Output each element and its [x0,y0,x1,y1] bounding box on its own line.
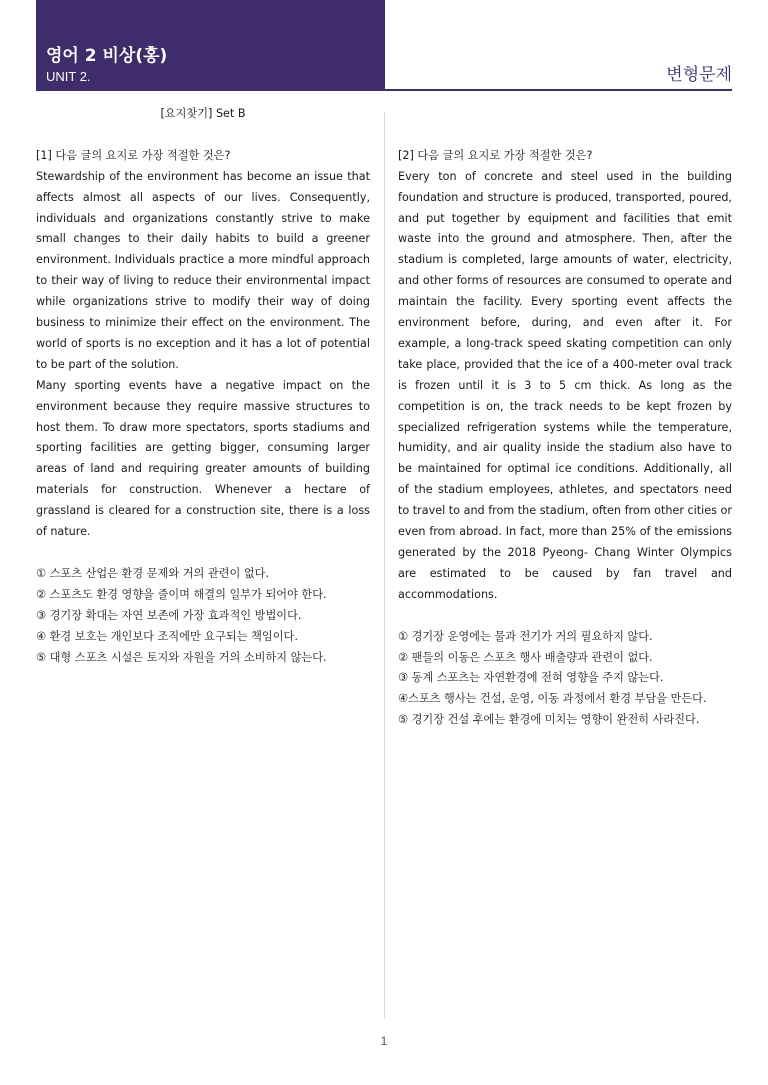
unit-label: UNIT 2. [46,69,91,84]
choice-item[interactable]: ② 스포츠도 환경 영향을 줄이며 해결의 일부가 되어야 한다. [36,587,327,601]
page-number: 1 [380,1034,388,1048]
choice-item[interactable]: ② 팬들의 이동은 스포츠 행사 배출량과 관련이 없다. [398,650,653,664]
header-divider [385,89,732,91]
column-spacer [398,104,732,146]
choice-item[interactable]: ① 스포츠 산업은 환경 문제와 거의 관련이 없다. [36,566,270,580]
column-divider [384,112,385,1019]
choice-item[interactable]: ④스포츠 행사는 건설, 운영, 이동 과정에서 환경 부담을 만든다. [398,692,707,706]
question-1-choices [36,564,370,669]
right-column [398,104,732,731]
category-tag: 변형문제 [666,65,732,85]
question-2-title: [2] 다음 글의 요지로 가장 적절한 것은? [398,148,593,162]
choice-item[interactable]: ⑤ 대형 스포츠 시설은 토지와 자원을 거의 소비하지 않는다. [36,650,327,664]
choice-item[interactable]: ① 경기장 운영에는 물과 전기가 거의 필요하지 않다. [398,629,653,643]
question-2-choices [398,627,732,732]
question-1-title: [1] 다음 글의 요지로 가장 적절한 것은? [36,148,231,162]
question-1-passage-paragraph-2: Many sporting events have a negative impact on the environment because they require massive structures to host them. To draw more spectators, sports stadiums and sporting facilities are getting bigger, consuming larger areas of land and requiring greater amounts of building materials for construction. Whenever a hectare of grassland is cleared for a construction site, there is a loss of nature. [36,378,370,539]
choice-item[interactable]: ③ 동계 스포츠는 자연환경에 전혀 영향을 주지 않는다. [398,671,664,685]
header-banner [36,0,385,91]
question-1-passage: Stewardship of the environment has become an issue that affects almost all aspects of our lives. Consequently, individuals and organizations constantly strive to make small changes to their daily habits to build a greener environment. Individuals practice a more mindful approach to their way of living to reduce their environmental impact while organizations strive to modify their way of doing business to minimize their effect on the environment. The world of sports is no exception and it has a lot of potential to be part of the solution. [36,169,370,371]
document-title: 영어 2 비상(홍) [46,46,168,66]
left-column [36,104,370,668]
section-label: [요지찾기] Set B [160,107,246,120]
choice-item[interactable]: ⑤ 경기장 건설 후에는 환경에 미치는 영향이 완전히 사라진다. [398,713,700,727]
choice-item[interactable]: ④ 환경 보호는 개인보다 조직에만 요구되는 책임이다. [36,629,298,643]
choice-item[interactable]: ③ 경기장 확대는 자연 보존에 가장 효과적인 방법이다. [36,608,302,622]
question-2-passage: Every ton of concrete and steel used in the building foundation and structure is produced, transported, poured, and put together by equipment and facilities that emit waste into the ground and atmosphere. Then, after the stadium is completed, large amounts of water, electricity, and other forms of resources are consumed to operate and maintain the facility. Every sporting event affects the environment before, during, and even after it. For example, a long-track speed skating competition can only take place, provided that the ice of a 400-meter oval track is frozen until it is 3 to 5 cm thick. As long as the competition is on, the track needs to be kept frozen by specialized refrigeration systems while the temperature, humidity, and air quality inside the stadium also have to be maintained for optimal ice conditions. Additionally, all of the stadium employees, athletes, and spectators need to travel to and from the stadium, often from other cities or even from abroad. In fact, more than 25% of the emissions generated by the 2018 Pyeong- Chang Winter Olympics are estimated to be caused by fan travel and accommodations. [398,169,732,601]
